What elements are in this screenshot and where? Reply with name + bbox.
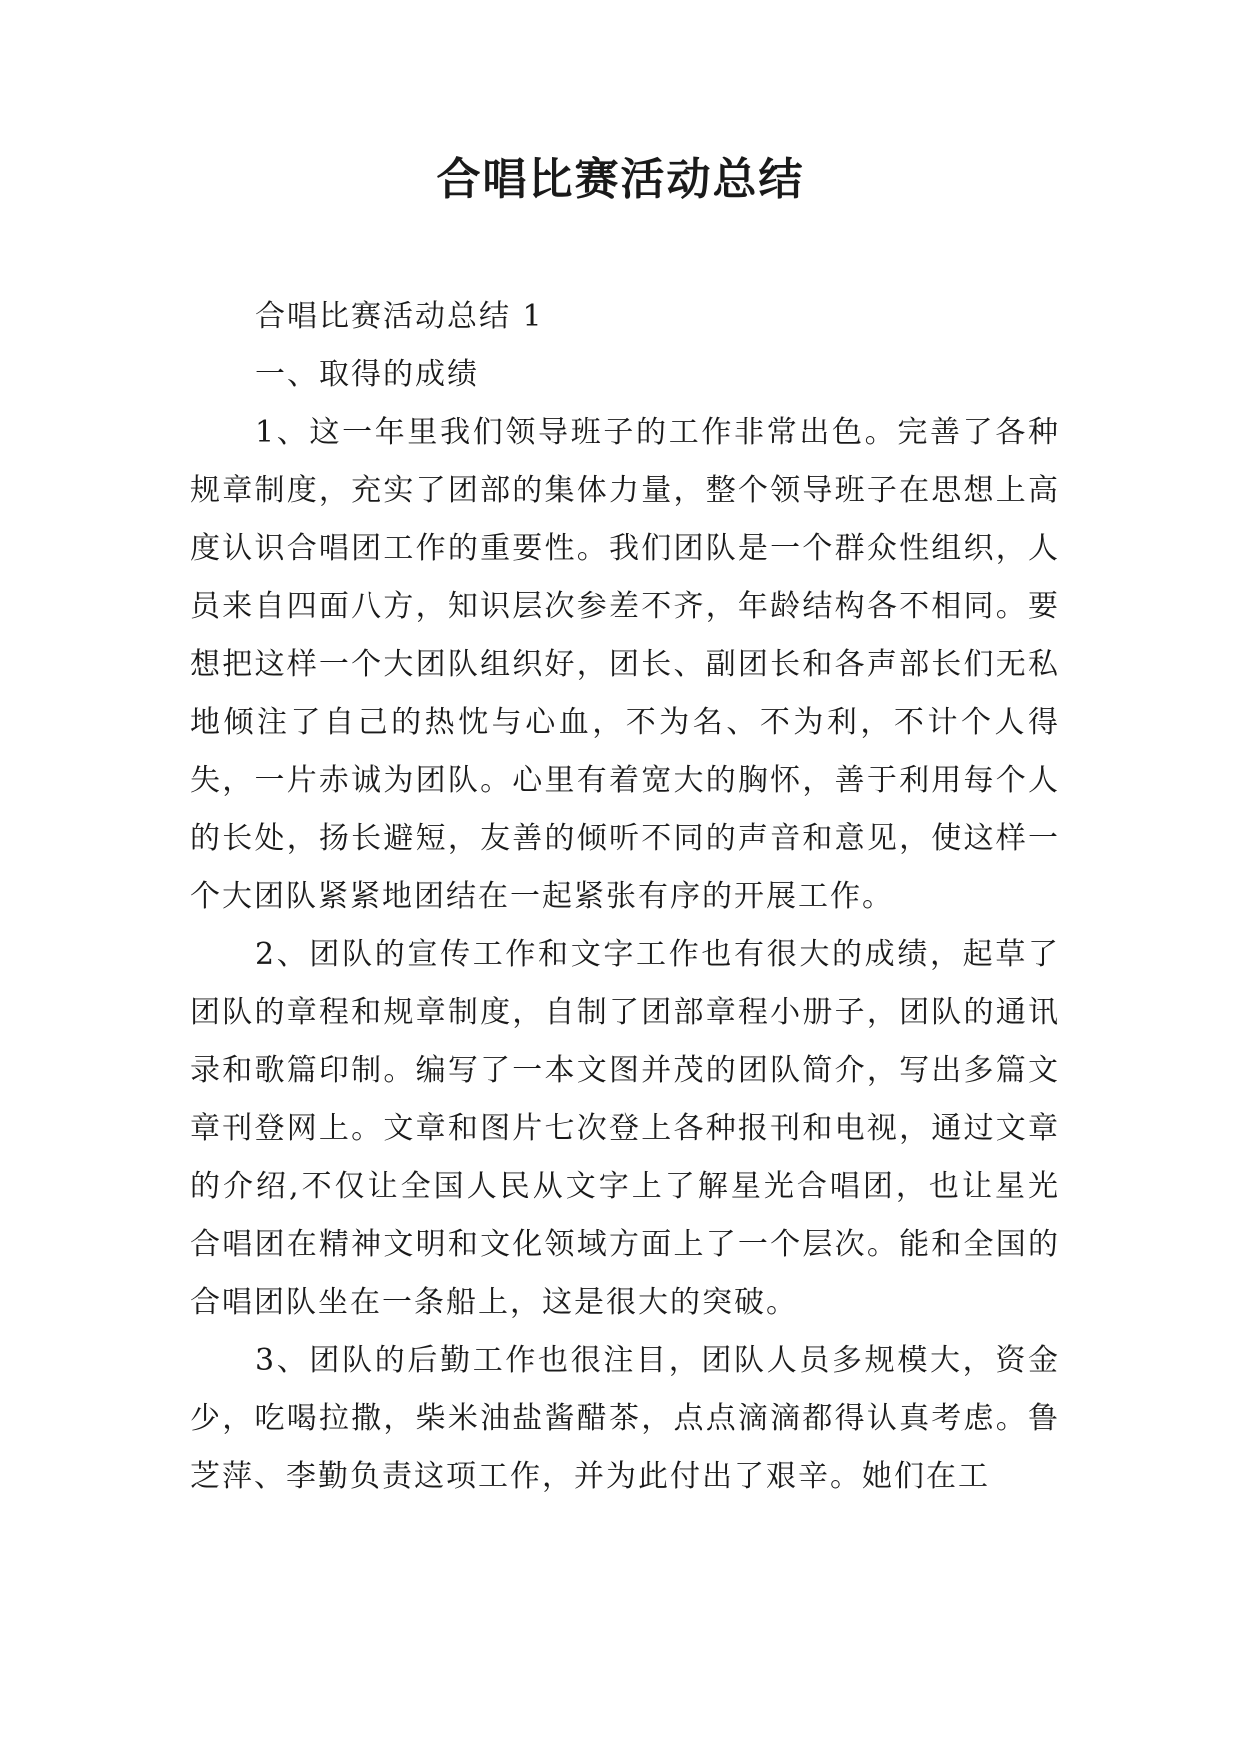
document-title: 合唱比赛活动总结 bbox=[436, 154, 805, 205]
body-paragraph: 2、团队的宣传工作和文字工作也有很大的成绩，起草了团队的章程和规章制度，自制了团部章程小册子，团队的通讯录和歌篇印制。编写了一本文图并茂的团队简介，写出多篇文章刊登网上。文章和图片七次登上各种报刊和电视，通过文章的介绍,不仅让全国人民从文字上了解星光合唱团，也让星光合唱团在精神文明和文化领域方面上了一个层次。能和全国的合唱团队坐在一条船上，这是很大的突破。 bbox=[190, 937, 1060, 1320]
document-body bbox=[190, 288, 1060, 1506]
body-paragraph: 1、这一年里我们领导班子的工作非常出色。完善了各种规章制度，充实了团部的集体力量，整个领导班子在思想上高度认识合唱团工作的重要性。我们团队是一个群众性组织，人员来自四面八方，知识层次参差不齐，年龄结构各不相同。要想把这样一个大团队组织好，团长、副团长和各声部长们无私地倾注了自己的热忱与心血，不为名、不为利，不计个人得失，一片赤诚为团队。心里有着宽大的胸怀，善于利用每个人的长处，扬长避短，友善的倾听不同的声音和意见，使这样一个大团队紧紧地团结在一起紧张有序的开展工作。 bbox=[190, 415, 1060, 914]
section-heading: 合唱比赛活动总结 1 bbox=[255, 299, 544, 334]
body-paragraph: 3、团队的后勤工作也很注目，团队人员多规模大，资金少，吃喝拉撒，柴米油盐酱醋茶，点点滴滴都得认真考虑。鲁芝萍、李勤负责这项工作，并为此付出了艰辛。她们在工 bbox=[190, 1343, 1060, 1494]
subsection-heading: 一、取得的成绩 bbox=[255, 357, 479, 392]
